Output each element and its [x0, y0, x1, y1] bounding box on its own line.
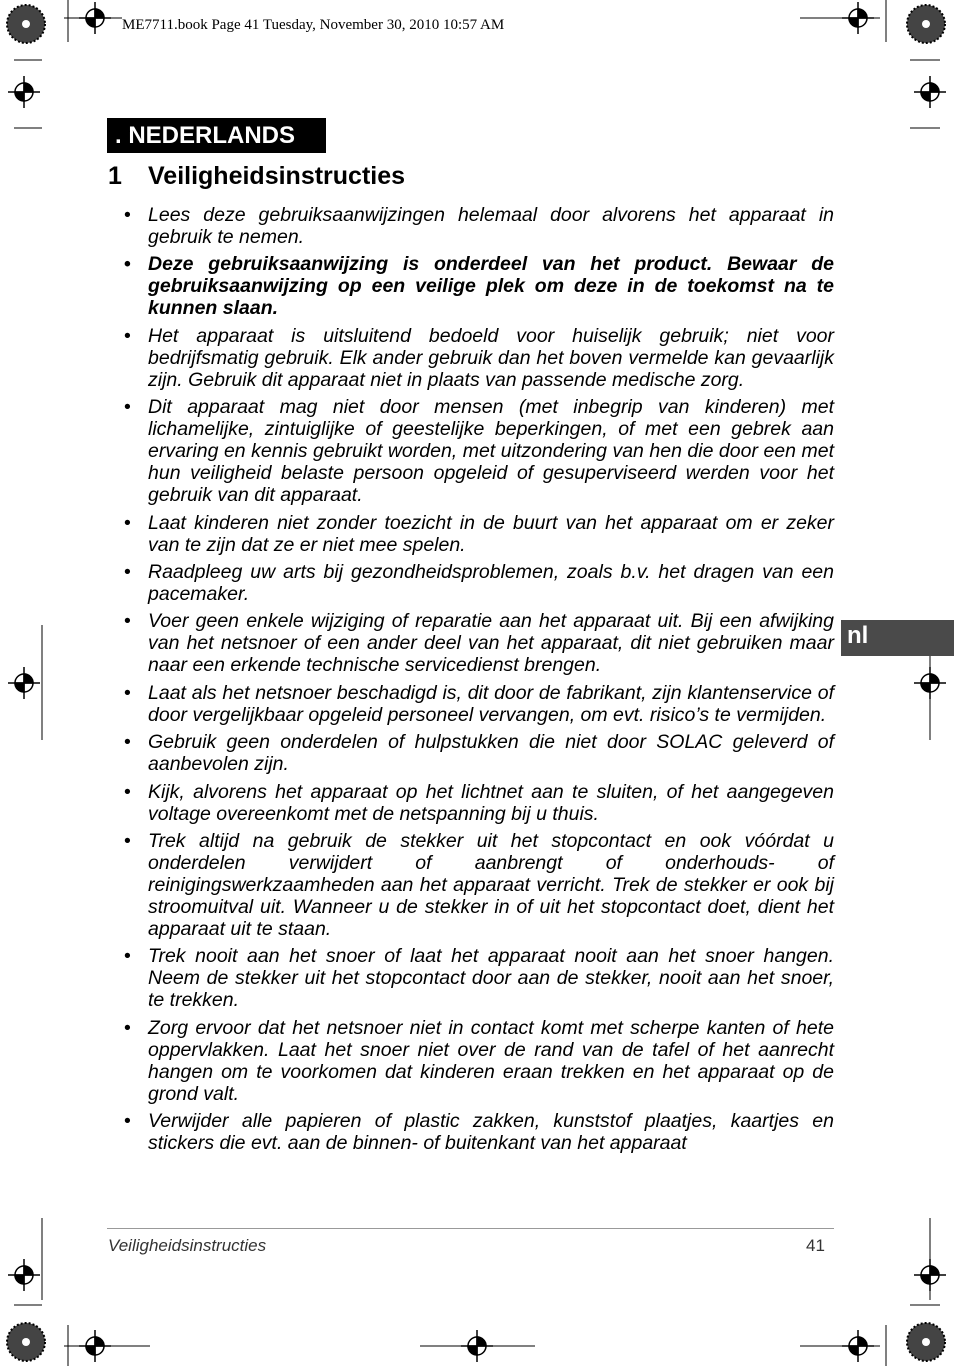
- list-item: [108, 945, 834, 1011]
- list-item: [108, 253, 834, 319]
- list-item: [108, 561, 834, 605]
- section-title-text: Veiligheidsinstructies: [148, 162, 406, 190]
- list-item: [108, 396, 834, 506]
- bullet-icon: •: [124, 731, 131, 754]
- section-title: [108, 162, 405, 191]
- bullet-icon: •: [124, 204, 131, 226]
- bullet-icon: •: [124, 560, 131, 583]
- bullet-icon: •: [124, 945, 131, 968]
- list-item: [108, 512, 834, 556]
- page-number: 41: [806, 1236, 825, 1255]
- language-banner: . NEDERLANDS: [107, 118, 326, 153]
- list-item: [108, 1110, 834, 1154]
- list-item: [108, 731, 834, 775]
- list-item: [108, 1017, 834, 1105]
- list-item: [108, 325, 834, 391]
- list-item-text: Gebruik geen onderdelen of hulpstukken die niet door SOLAC geleverd of aanbevolen zijn.: [148, 731, 834, 776]
- bullet-icon: •: [124, 396, 131, 419]
- list-item-text: Raadpleeg uw arts bij gezondheidsproblemen, zoals b.v. het dragen van een pacemaker.: [148, 560, 834, 605]
- list-item: [108, 830, 834, 940]
- bullet-icon: •: [124, 324, 131, 347]
- list-item-text: Zorg ervoor dat het netsnoer niet in contact komt met scherpe kanten of hete oppervlakken. Laat het snoer niet over de rand van de tafel of het aanrecht hangen om te voorkomen dat kinderen eraan trekken en het apparaat op de grond valt.: [148, 1016, 834, 1105]
- list-item-text: Kijk, alvorens het apparaat op het lichtnet aan te sluiten, of het aangegeven voltage overeenkomt met de netspanning bij u thuis.: [148, 780, 834, 825]
- bullet-icon: •: [124, 1016, 131, 1039]
- bullet-icon: •: [124, 253, 131, 276]
- bullet-icon: •: [124, 829, 131, 852]
- bullet-icon: •: [124, 511, 131, 534]
- list-item-text: Het apparaat is uitsluitend bedoeld voor huiselijk gebruik; niet voor bedrijfsmatig gebruik. Elk ander gebruik dan het boven vermelde kan gevaarlijk zijn. Gebruik dit apparaat niet in plaats van passende medische zorg.: [148, 324, 834, 391]
- list-item-text: Verwijder alle papieren of plastic zakken, kunststof plaatjes, kaartjes en stickers die evt. aan de binnen- of buitenkant van het apparaat: [148, 1110, 834, 1155]
- list-item-text: Trek nooit aan het snoer of laat het apparaat nooit aan het snoer hangen. Neem de stekker uit het stopcontact door aan de stekker, nooit aan het snoer, te trekken.: [148, 945, 834, 1012]
- bullet-icon: •: [124, 780, 131, 803]
- list-item-text: Trek altijd na gebruik de stekker uit het stopcontact en ook vóórdat u onderdelen verwijdert of aanbrengt of onderhouds- of reinigingswerkzaamheden aan het apparaat verricht. Trek de stekker er ook bij stroomuitval uit. Wanneer u de stekker in of uit het stopcontact doet, dient het apparaat uit te staan.: [148, 829, 834, 940]
- bullet-icon: •: [124, 681, 131, 704]
- list-item: [108, 204, 834, 248]
- footer-title: Veiligheidsinstructies: [108, 1236, 267, 1255]
- list-item: [108, 781, 834, 825]
- list-item-text: Deze gebruiksaanwijzing is onderdeel van het product. Bewaar de gebruiksaanwijzing op een veilige plek om deze in de toekomst na te kunnen slaan.: [148, 253, 834, 320]
- list-item-text: Lees deze gebruiksaanwijzingen helemaal door alvorens het apparaat in gebruik te nemen.: [148, 204, 834, 248]
- list-item: [108, 610, 834, 676]
- footer-rule: [107, 1228, 834, 1229]
- print-header: ME7711.book Page 41 Tuesday, November 30, 2010 10:57 AM: [122, 17, 505, 33]
- bullet-icon: •: [124, 610, 131, 633]
- bullet-icon: •: [124, 1110, 131, 1133]
- list-item-text: Voer geen enkele wijziging of reparatie aan het apparaat uit. Bij een afwijking van het netsnoer of een ander deel van het apparaat, dit niet gebruiken maar naar een erkende technische servicedienst brengen.: [148, 610, 834, 677]
- language-tab: nl: [841, 620, 954, 656]
- list-item-text: Laat als het netsnoer beschadigd is, dit door de fabrikant, zijn klantenservice of door vergelijkbaar opgeleid personeel vervangen, om evt. risico’s te vermijden.: [148, 681, 834, 726]
- section-number: 1: [108, 162, 122, 190]
- safety-instructions-list: [108, 204, 834, 1159]
- list-item-text: Laat kinderen niet zonder toezicht in de buurt van het apparaat om er zeker van te zijn dat ze er niet mee spelen.: [148, 511, 834, 556]
- list-item: [108, 682, 834, 726]
- list-item-text: Dit apparaat mag niet door mensen (met inbegrip van kinderen) met lichamelijke, zintuiglijke of geestelijke beperkingen, of met een gebrek aan ervaring en kennis gebruikt worden, met uitzondering van hen die door een met hun veiligheid belaste persoon opgeleid of gesuperviseerd werden voor het gebruik van dit apparaat.: [148, 396, 834, 507]
